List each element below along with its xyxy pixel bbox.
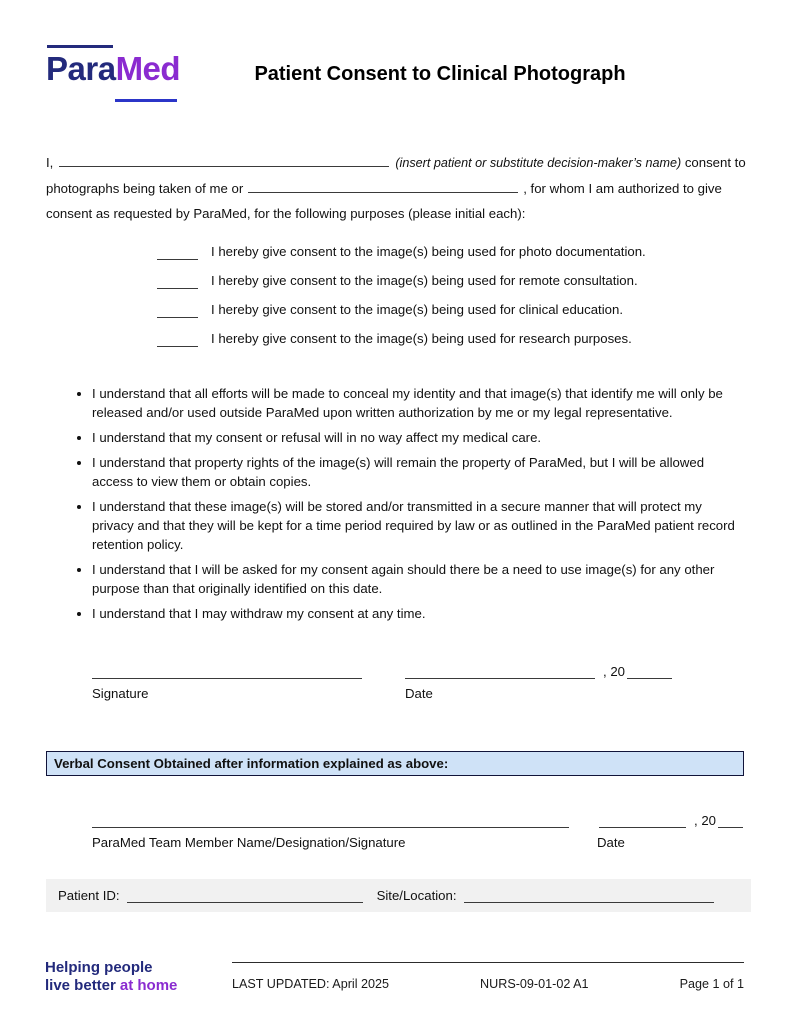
signature-fill-line[interactable] (92, 664, 362, 679)
page-number: Page 1 of 1 (679, 977, 744, 991)
initial-fill-line[interactable] (157, 274, 198, 289)
tagline-at-home: at home (119, 977, 178, 994)
intro-line-2 (46, 176, 748, 201)
bullet-item: • I understand that these image(s) will be stored and/or transmitted in a secure manner that will protect my privacy and that they will be kept for a time period required by law or as outlined in the ParaMed patient record retention policy. (92, 497, 738, 554)
consent-item-research-purposes (157, 330, 646, 347)
year-prefix: , 20 (694, 813, 716, 828)
consent-item-remote-consultation (157, 272, 646, 289)
bullet-item: • I understand that all efforts will be made to conceal my identity and that image(s) that identify me will only be released and/or used outside ParaMed upon written authorization by me or my legal representative. (92, 384, 738, 422)
initial-fill-line[interactable] (157, 245, 198, 260)
team-member-label-row (92, 835, 744, 850)
patient-signature-block (92, 664, 672, 701)
intro-line-3: consent as requested by ParaMed, for the following purposes (please initial each): (46, 206, 526, 221)
subject-name-fill-line[interactable] (248, 180, 518, 193)
logo-underline (115, 99, 177, 102)
year-prefix: , 20 (603, 664, 625, 679)
date-fill-line[interactable] (405, 664, 595, 679)
logo-text-para: Para (46, 50, 116, 87)
team-member-signature-block (92, 812, 744, 850)
consent-item-label: I hereby give consent to the image(s) being used for photo documentation. (211, 244, 646, 259)
initial-fill-line[interactable] (157, 303, 198, 318)
patient-id-band (46, 879, 751, 912)
team-member-line-row (92, 812, 744, 828)
team-year-fill-line[interactable] (718, 813, 743, 828)
initial-fill-line[interactable] (157, 332, 198, 347)
site-location-label: Site/Location: (376, 888, 457, 903)
logo-text (46, 52, 180, 85)
tagline-line-1: Helping people (45, 959, 153, 976)
intro-line1-prefix: I, (46, 155, 54, 170)
last-updated-text: LAST UPDATED: April 2025 (232, 977, 390, 991)
date-column (405, 664, 672, 701)
consent-item-photo-documentation (157, 243, 646, 260)
date-line-row (405, 664, 672, 679)
signature-column (92, 664, 362, 701)
patient-id-fill-line[interactable] (127, 888, 363, 903)
initial-consent-list (157, 243, 646, 359)
patient-id-label: Patient ID: (58, 888, 120, 903)
intro-line2-prefix: photographs being taken of me or (46, 181, 244, 196)
tagline-line-2 (45, 977, 177, 995)
consent-item-label: I hereby give consent to the image(s) being used for remote consultation. (211, 273, 638, 288)
team-member-fill-line[interactable] (92, 813, 569, 828)
date-label: Date (405, 686, 433, 701)
intro-line2-suffix: , for whom I am authorized to give (523, 181, 722, 196)
intro-line1-suffix: consent to (684, 155, 746, 170)
understanding-bullet-list (66, 384, 738, 629)
footer-divider (232, 962, 744, 963)
team-date-fill-line[interactable] (599, 813, 686, 828)
verbal-consent-banner (46, 751, 744, 776)
consent-item-clinical-education (157, 301, 646, 318)
logo-text-med: Med (115, 50, 181, 87)
consent-item-label: I hereby give consent to the image(s) being used for research purposes. (211, 331, 632, 346)
bullet-item: • I understand that I may withdraw my consent at any time. (92, 604, 738, 623)
tagline-live-better: live better (45, 977, 116, 994)
footer-info-row (232, 977, 744, 991)
bullet-item: • I understand that I will be asked for my consent again should there be a need to use image(s) for any other purpose than that originally identified on this date. (92, 560, 738, 598)
signature-label: Signature (92, 686, 149, 701)
team-member-label: ParaMed Team Member Name/Designation/Signature (92, 835, 406, 850)
page-title: Patient Consent to Clinical Photograph (254, 63, 626, 85)
intro-line-1 (46, 150, 748, 176)
intro-paragraph (46, 150, 748, 226)
patient-name-fill-line[interactable] (59, 154, 389, 167)
bullet-item: • I understand that my consent or refusal will in no way affect my medical care. (92, 428, 738, 447)
logo-overline (47, 45, 113, 48)
patient-name-hint: (insert patient or substitute decision-maker’s name) (395, 156, 682, 170)
consent-item-label: I hereby give consent to the image(s) being used for clinical education. (211, 302, 623, 317)
year-fill-line[interactable] (627, 664, 672, 679)
site-location-fill-line[interactable] (464, 888, 714, 903)
bullet-item: • I understand that property rights of the image(s) will remain the property of ParaMed, but I will be allowed access to view them or obtain copies. (92, 453, 738, 491)
team-date-label: Date (597, 835, 625, 850)
verbal-consent-heading: Verbal Consent Obtained after information explained as above: (54, 756, 449, 771)
paramed-logo (46, 42, 191, 104)
doc-code: NURS-09-01-02 A1 (480, 977, 589, 991)
footer-tagline (45, 959, 177, 995)
